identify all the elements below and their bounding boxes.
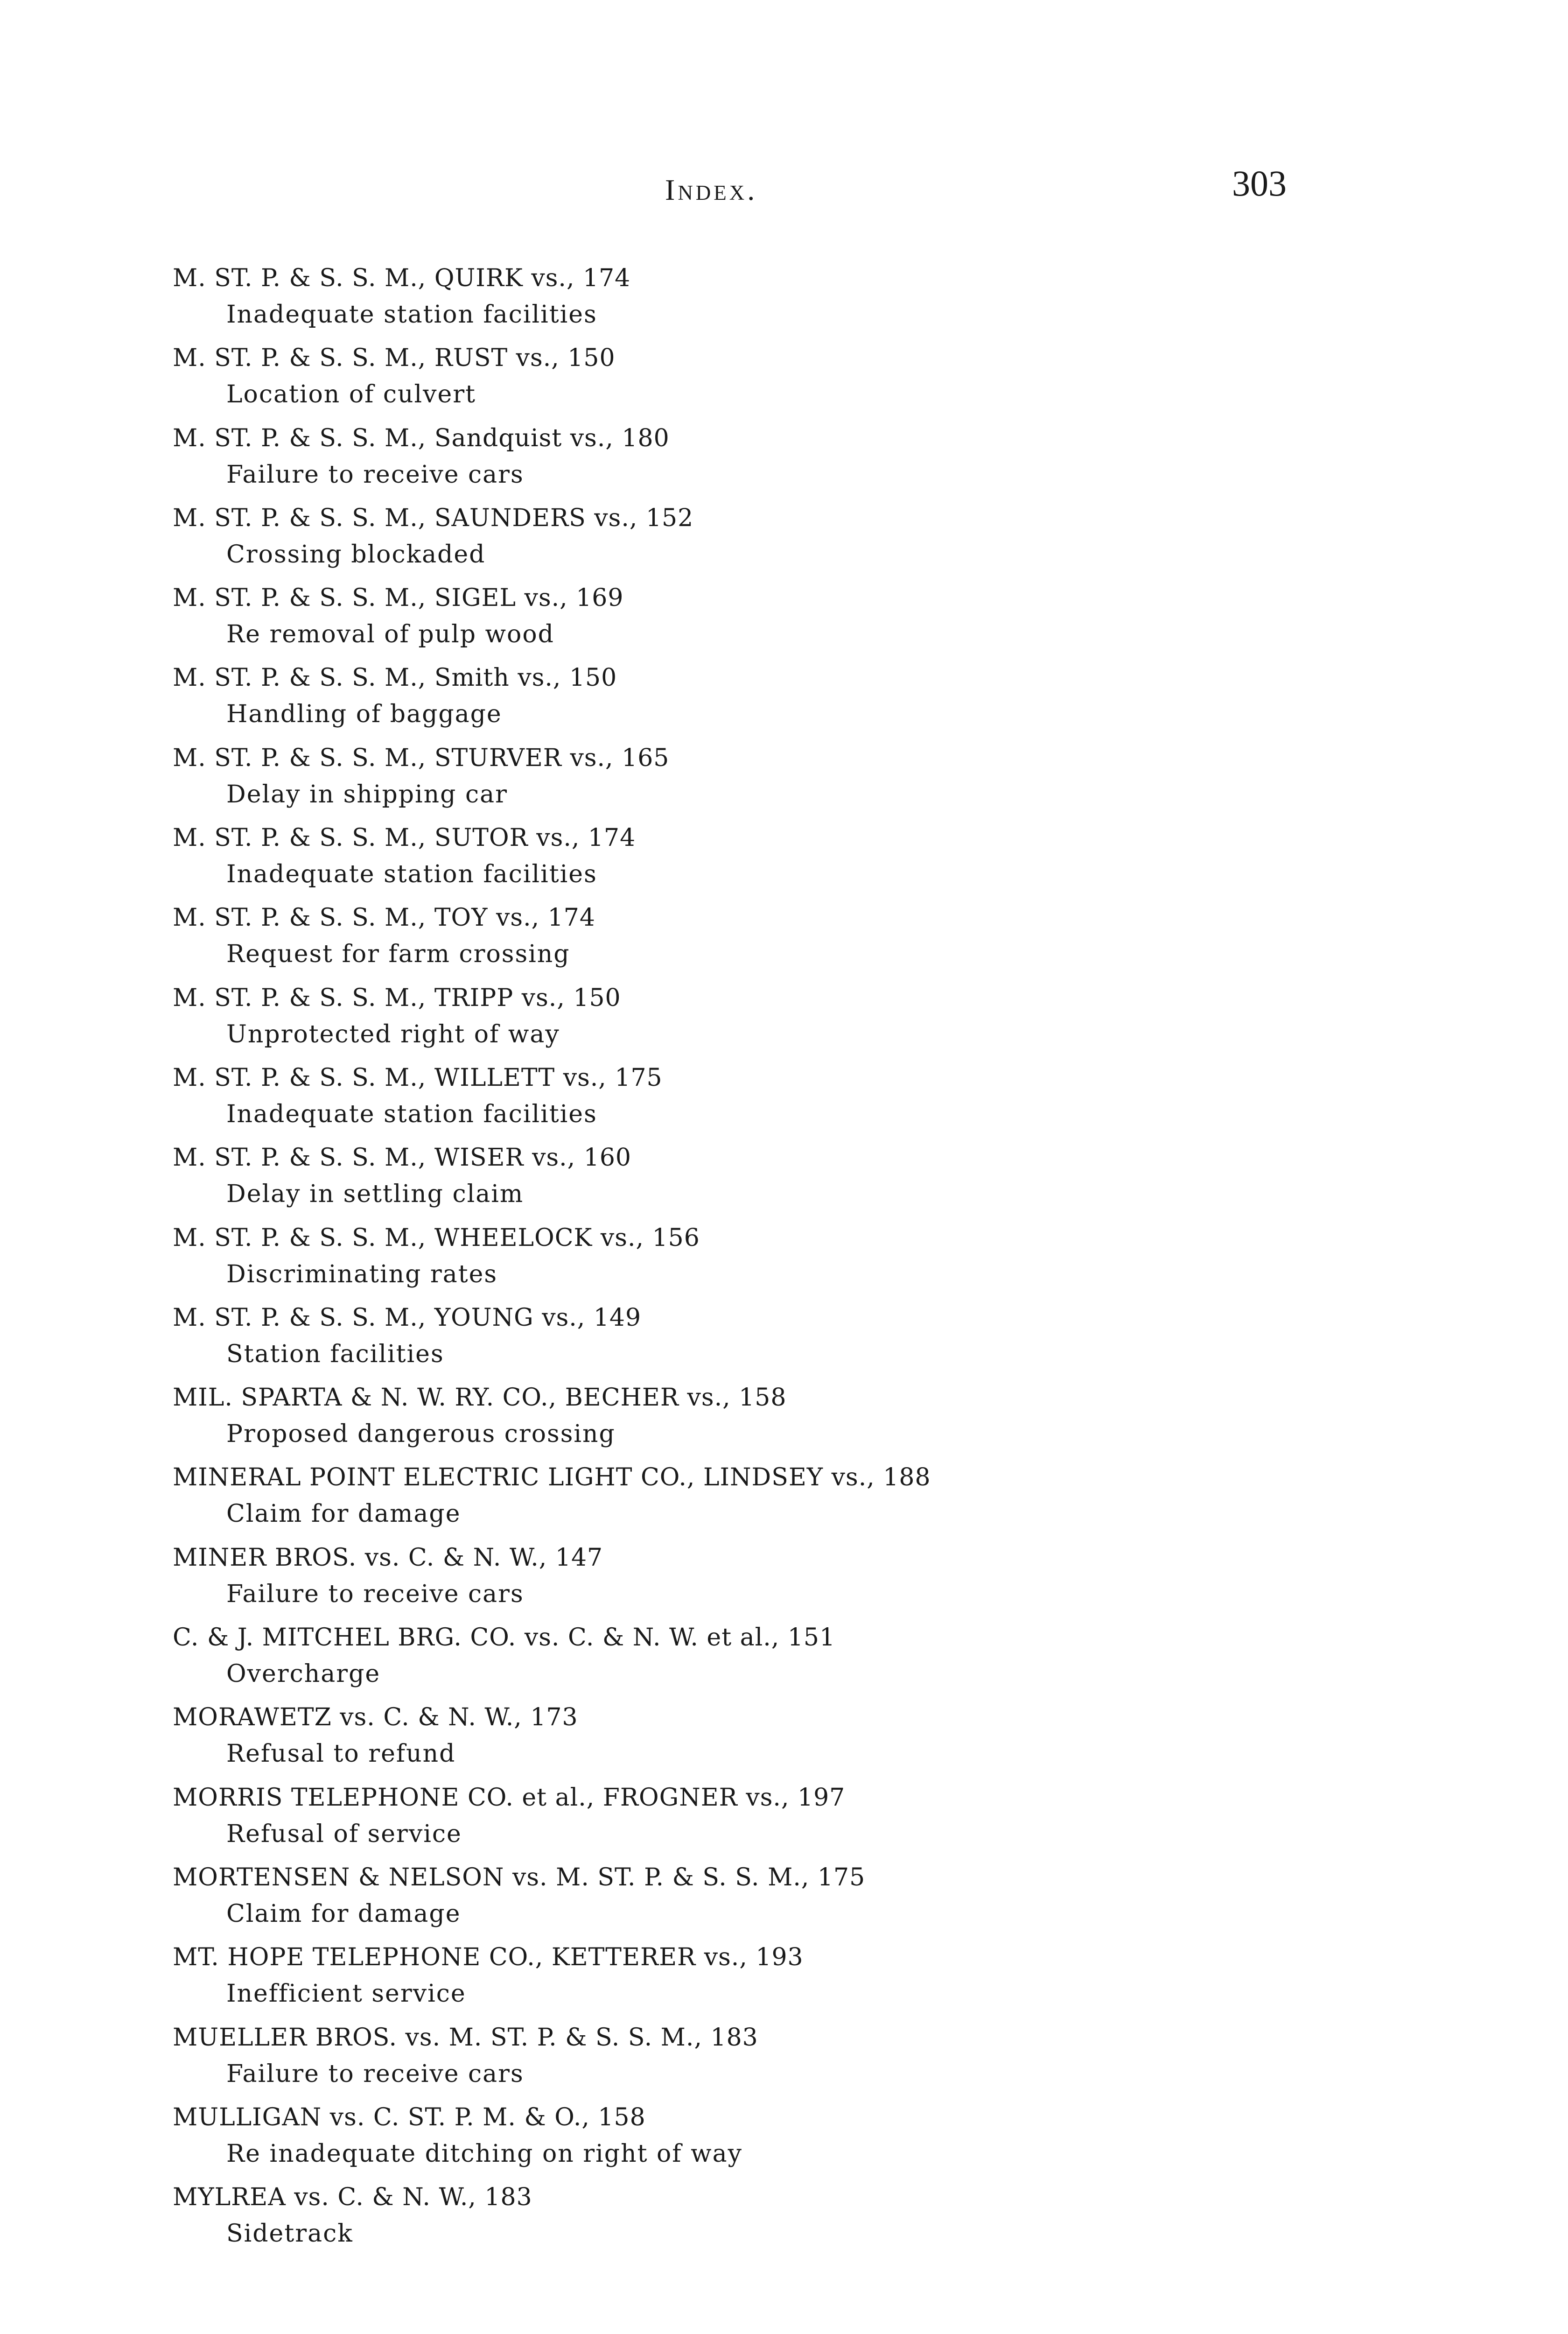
entry-title: M. ST. P. & S. S. M., STURVER vs., 165 — [173, 744, 670, 772]
entry-description: Failure to receive cars — [226, 1580, 524, 1608]
index-entry — [173, 984, 1433, 1063]
index-entry — [173, 1063, 1433, 1143]
entry-title: MIL. SPARTA & N. W. RY. CO., BECHER vs., 158 — [173, 1384, 787, 1412]
entry-description: Station facilities — [226, 1340, 444, 1368]
index-entry — [173, 1303, 1433, 1383]
entry-description: Discriminating rates — [226, 1260, 498, 1288]
entry-description: Re inadequate ditching on right of way — [226, 2139, 742, 2168]
entry-title: MUELLER BROS. vs. M. ST. P. & S. S. M., 183 — [173, 2023, 758, 2052]
entry-title: M. ST. P. & S. S. M., SIGEL vs., 169 — [173, 584, 624, 612]
entry-title: C. & J. MITCHEL BRG. CO. vs. C. & N. W. et al., 151 — [173, 1624, 836, 1652]
index-entry — [173, 504, 1433, 584]
index-entry — [173, 823, 1433, 903]
entry-description: Handling of baggage — [226, 700, 502, 729]
entry-title: MORTENSEN & NELSON vs. M. ST. P. & S. S. M., 175 — [173, 1863, 866, 1891]
entry-title: MINER BROS. vs. C. & N. W., 147 — [173, 1543, 603, 1572]
page-number: 303 — [1232, 163, 1287, 204]
entry-description: Refusal of service — [226, 1820, 462, 1848]
index-entry — [173, 1543, 1433, 1623]
entry-title: M. ST. P. & S. S. M., Smith vs., 150 — [173, 664, 617, 692]
entry-description: Crossing blockaded — [226, 540, 486, 569]
index-entry — [173, 424, 1433, 504]
index-entry — [173, 264, 1433, 344]
entry-title: M. ST. P. & S. S. M., TRIPP vs., 150 — [173, 984, 621, 1012]
entry-description: Inadequate station facilities — [226, 301, 597, 329]
entry-title: M. ST. P. & S. S. M., WILLETT vs., 175 — [173, 1063, 663, 1092]
entry-title: M. ST. P. & S. S. M., RUST vs., 150 — [173, 344, 616, 373]
index-entry — [173, 1623, 1433, 1703]
entry-title: M. ST. P. & S. S. M., SAUNDERS vs., 152 — [173, 504, 694, 532]
index-entry — [173, 344, 1433, 423]
entry-title: MORAWETZ vs. C. & N. W., 173 — [173, 1703, 578, 1732]
index-entry — [173, 2023, 1433, 2103]
entry-description: Inadequate station facilities — [226, 1100, 597, 1128]
entry-title: MULLIGAN vs. C. ST. P. M. & O., 158 — [173, 2103, 646, 2131]
entry-description: Overcharge — [226, 1660, 381, 1688]
entry-description: Unprotected right of way — [226, 1020, 560, 1048]
index-entry — [173, 1703, 1433, 1783]
entry-description: Delay in shipping car — [226, 780, 508, 808]
entry-title: MT. HOPE TELEPHONE CO., KETTERER vs., 193 — [173, 1943, 804, 1972]
index-entry — [173, 2103, 1433, 2183]
index-entry — [173, 663, 1433, 743]
index-entry — [173, 903, 1433, 983]
entry-description: Sidetrack — [226, 2220, 353, 2248]
entry-description: Failure to receive cars — [226, 2060, 524, 2088]
index-entry — [173, 1863, 1433, 1943]
entry-title: M. ST. P. & S. S. M., Sandquist vs., 180 — [173, 424, 670, 452]
entry-description: Claim for damage — [226, 1500, 461, 1528]
index-entry-list — [173, 264, 1433, 2263]
entry-description: Proposed dangerous crossing — [226, 1420, 616, 1448]
entry-description: Re removal of pulp wood — [226, 620, 554, 649]
entry-title: MORRIS TELEPHONE CO. et al., FROGNER vs., 197 — [173, 1783, 846, 1812]
index-entry — [173, 1223, 1433, 1303]
entry-description: Inefficient service — [226, 1980, 466, 2008]
entry-description: Location of culvert — [226, 380, 476, 409]
entry-description: Claim for damage — [226, 1899, 461, 1928]
entry-title: M. ST. P. & S. S. M., TOY vs., 174 — [173, 904, 595, 932]
entry-description: Delay in settling claim — [226, 1180, 524, 1209]
entry-title: MINERAL POINT ELECTRIC LIGHT CO., LINDSEY vs., 188 — [173, 1463, 931, 1492]
entry-title: M. ST. P. & S. S. M., QUIRK vs., 174 — [173, 264, 631, 292]
entry-title: M. ST. P. & S. S. M., WHEELOCK vs., 156 — [173, 1223, 700, 1252]
entry-title: M. ST. P. & S. S. M., YOUNG vs., 149 — [173, 1303, 642, 1332]
index-entry — [173, 2183, 1433, 2263]
index-entry — [173, 744, 1433, 823]
entry-title: MYLREA vs. C. & N. W., 183 — [173, 2183, 532, 2212]
entry-description: Failure to receive cars — [226, 460, 524, 489]
index-entry — [173, 1463, 1433, 1543]
entry-description: Request for farm crossing — [226, 940, 570, 969]
index-entry — [173, 584, 1433, 663]
entry-title: M. ST. P. & S. S. M., SUTOR vs., 174 — [173, 824, 636, 852]
entry-title: M. ST. P. & S. S. M., WISER vs., 160 — [173, 1144, 631, 1172]
entry-description: Refusal to refund — [226, 1740, 456, 1768]
page-header-title: Index. — [665, 173, 758, 206]
index-entry — [173, 1783, 1433, 1863]
entry-description: Inadequate station facilities — [226, 860, 597, 889]
index-entry — [173, 1943, 1433, 2023]
index-entry — [173, 1383, 1433, 1463]
index-entry — [173, 1143, 1433, 1223]
